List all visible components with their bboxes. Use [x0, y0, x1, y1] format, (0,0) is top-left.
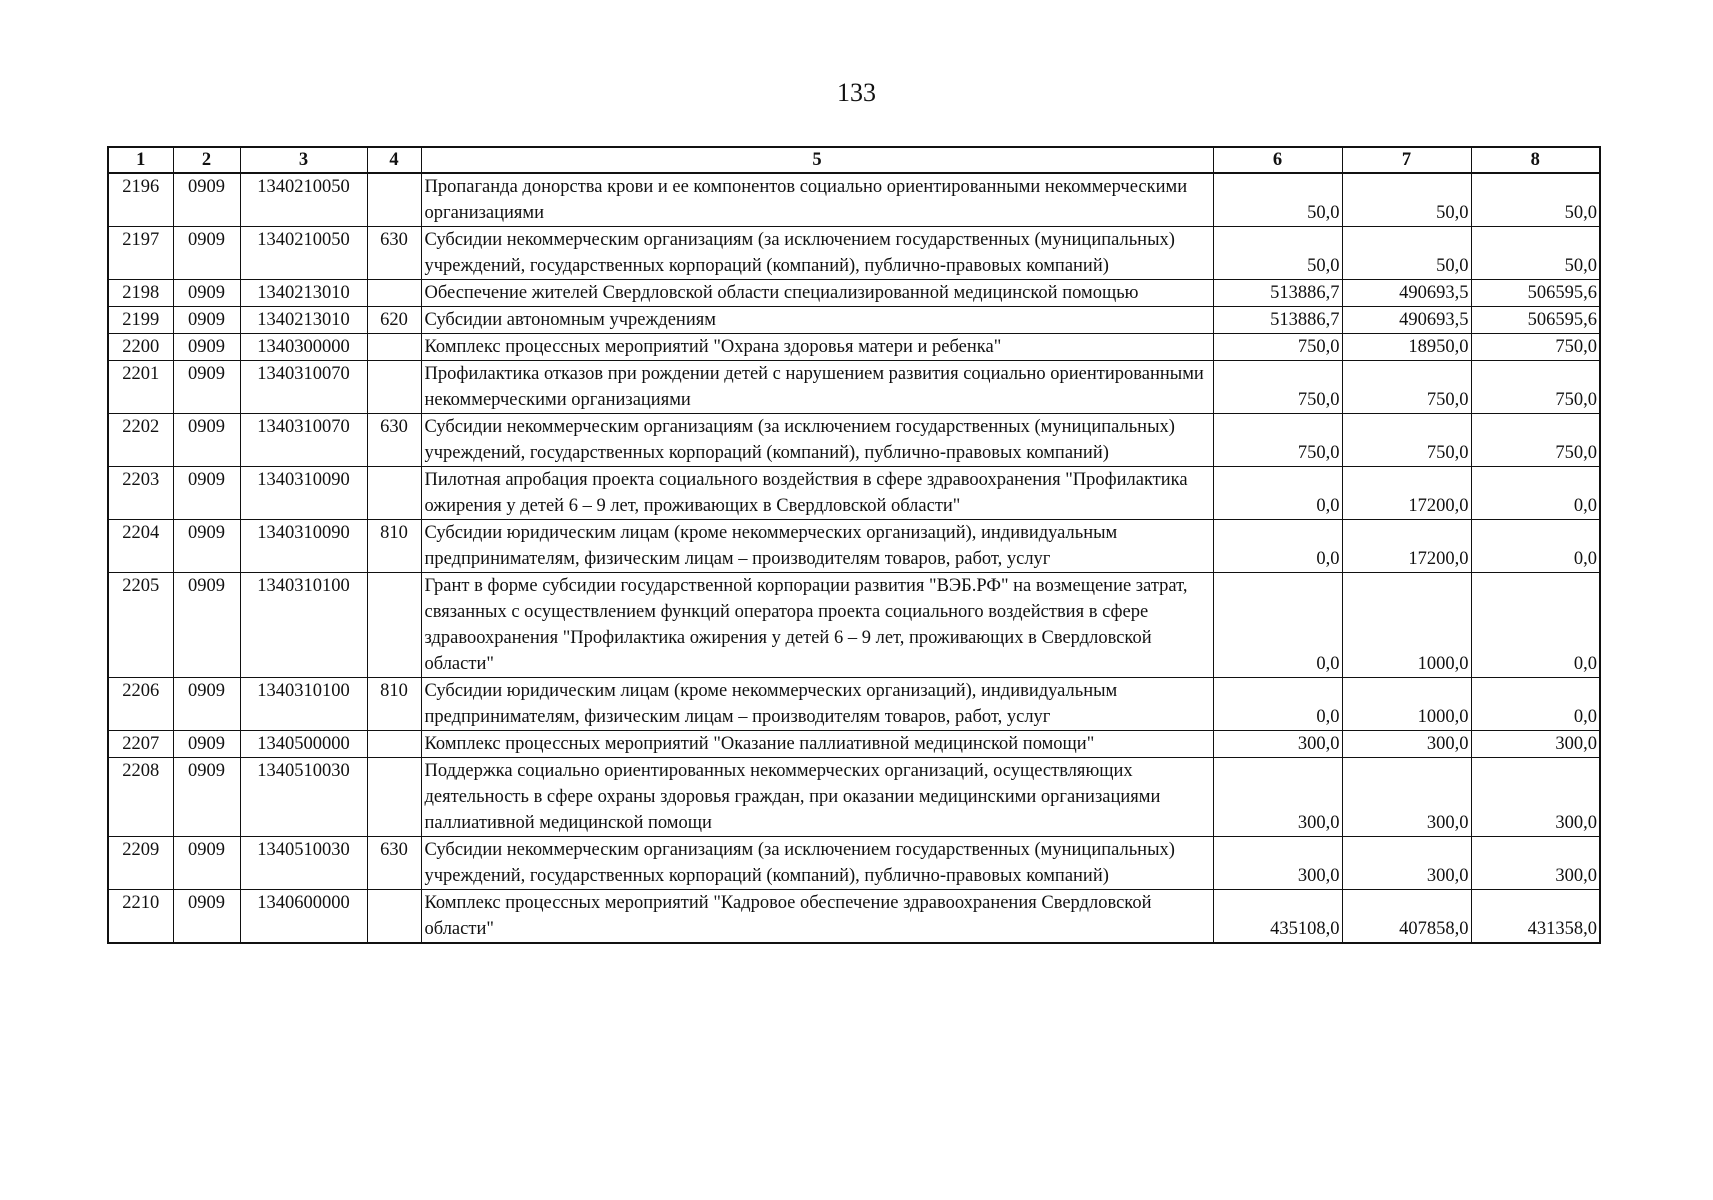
- expense-type-cell: [367, 890, 421, 944]
- expense-type-cell: [367, 173, 421, 227]
- row-number-cell: 2196: [108, 173, 173, 227]
- section-code-cell: 0909: [173, 334, 240, 361]
- amount-col8-cell: 750,0: [1471, 414, 1600, 467]
- row-number-cell: 2200: [108, 334, 173, 361]
- item-name-cell: Комплекс процессных мероприятий "Оказание паллиативной медицинской помощи": [421, 731, 1213, 758]
- expense-type-cell: [367, 731, 421, 758]
- section-code-cell: 0909: [173, 731, 240, 758]
- amount-col7-cell: 490693,5: [1342, 307, 1471, 334]
- row-number-cell: 2207: [108, 731, 173, 758]
- row-number-cell: 2203: [108, 467, 173, 520]
- row-number-cell: 2210: [108, 890, 173, 944]
- amount-col7-cell: 18950,0: [1342, 334, 1471, 361]
- item-name-cell: Субсидии юридическим лицам (кроме некоммерческих организаций), индивидуальным предпринимателям, физическим лицам – производителям товаров, работ, услуг: [421, 678, 1213, 731]
- table-row: [108, 678, 1600, 731]
- table-row: [108, 520, 1600, 573]
- amount-col8-cell: 0,0: [1471, 678, 1600, 731]
- item-name-cell: Поддержка социально ориентированных некоммерческих организаций, осуществляющих деятельность в сфере охраны здоровья граждан, при оказании медицинскими организациями паллиативной медицинской помощи: [421, 758, 1213, 837]
- column-header: 1: [108, 147, 173, 173]
- table-row: [108, 731, 1600, 758]
- row-number-cell: 2199: [108, 307, 173, 334]
- expense-type-cell: [367, 758, 421, 837]
- column-header: 3: [240, 147, 367, 173]
- section-code-cell: 0909: [173, 573, 240, 678]
- section-code-cell: 0909: [173, 520, 240, 573]
- amount-col6-cell: 750,0: [1213, 334, 1342, 361]
- expense-type-cell: [367, 361, 421, 414]
- section-code-cell: 0909: [173, 280, 240, 307]
- expense-type-cell: [367, 280, 421, 307]
- page-number: 133: [837, 78, 876, 107]
- amount-col6-cell: 50,0: [1213, 173, 1342, 227]
- target-code-cell: 1340310100: [240, 678, 367, 731]
- column-header: 6: [1213, 147, 1342, 173]
- target-code-cell: 1340510030: [240, 837, 367, 890]
- amount-col6-cell: 513886,7: [1213, 280, 1342, 307]
- amount-col8-cell: 0,0: [1471, 520, 1600, 573]
- section-code-cell: 0909: [173, 890, 240, 944]
- section-code-cell: 0909: [173, 307, 240, 334]
- item-name-cell: Грант в форме субсидии государственной корпорации развития "ВЭБ.РФ" на возмещение затрат, связанных с осуществлением функций оператора проекта социального воздействия в сфере здравоохранения "Профилактика ожирения у детей 6 – 9 лет, проживающих в Свердловской области": [421, 573, 1213, 678]
- amount-col8-cell: 300,0: [1471, 837, 1600, 890]
- expense-type-cell: 630: [367, 227, 421, 280]
- expense-type-cell: 630: [367, 414, 421, 467]
- section-code-cell: 0909: [173, 758, 240, 837]
- amount-col6-cell: 0,0: [1213, 467, 1342, 520]
- item-name-cell: Профилактика отказов при рождении детей с нарушением развития социально ориентированными некоммерческими организациями: [421, 361, 1213, 414]
- table-row: [108, 361, 1600, 414]
- amount-col6-cell: 0,0: [1213, 678, 1342, 731]
- expense-type-cell: [367, 334, 421, 361]
- target-code-cell: 1340210050: [240, 173, 367, 227]
- amount-col7-cell: 1000,0: [1342, 678, 1471, 731]
- target-code-cell: 1340600000: [240, 890, 367, 944]
- amount-col8-cell: 750,0: [1471, 334, 1600, 361]
- expense-type-cell: 630: [367, 837, 421, 890]
- section-code-cell: 0909: [173, 227, 240, 280]
- item-name-cell: Субсидии юридическим лицам (кроме некоммерческих организаций), индивидуальным предпринимателям, физическим лицам – производителям товаров, работ, услуг: [421, 520, 1213, 573]
- item-name-cell: Пилотная апробация проекта социального воздействия в сфере здравоохранения "Профилактика ожирения у детей 6 – 9 лет, проживающих в Свердловской области": [421, 467, 1213, 520]
- amount-col6-cell: 50,0: [1213, 227, 1342, 280]
- amount-col8-cell: 50,0: [1471, 173, 1600, 227]
- target-code-cell: 1340300000: [240, 334, 367, 361]
- target-code-cell: 1340310070: [240, 361, 367, 414]
- amount-col7-cell: 50,0: [1342, 173, 1471, 227]
- amount-col8-cell: 750,0: [1471, 361, 1600, 414]
- row-number-cell: 2197: [108, 227, 173, 280]
- amount-col6-cell: 750,0: [1213, 361, 1342, 414]
- target-code-cell: 1340213010: [240, 280, 367, 307]
- amount-col7-cell: 50,0: [1342, 227, 1471, 280]
- budget-table: [107, 146, 1601, 944]
- table-header-row: [108, 147, 1600, 173]
- table-row: [108, 173, 1600, 227]
- column-header: 4: [367, 147, 421, 173]
- table-row: [108, 414, 1600, 467]
- item-name-cell: Субсидии автономным учреждениям: [421, 307, 1213, 334]
- item-name-cell: Обеспечение жителей Свердловской области специализированной медицинской помощью: [421, 280, 1213, 307]
- table-body: [108, 173, 1600, 943]
- row-number-cell: 2209: [108, 837, 173, 890]
- table-row: [108, 573, 1600, 678]
- column-header: 8: [1471, 147, 1600, 173]
- target-code-cell: 1340500000: [240, 731, 367, 758]
- row-number-cell: 2204: [108, 520, 173, 573]
- row-number-cell: 2202: [108, 414, 173, 467]
- row-number-cell: 2206: [108, 678, 173, 731]
- amount-col7-cell: 1000,0: [1342, 573, 1471, 678]
- column-header: 5: [421, 147, 1213, 173]
- column-header: 7: [1342, 147, 1471, 173]
- table-row: [108, 837, 1600, 890]
- amount-col8-cell: 300,0: [1471, 758, 1600, 837]
- target-code-cell: 1340310100: [240, 573, 367, 678]
- amount-col6-cell: 300,0: [1213, 731, 1342, 758]
- table-row: [108, 890, 1600, 944]
- item-name-cell: Комплекс процессных мероприятий "Охрана здоровья матери и ребенка": [421, 334, 1213, 361]
- target-code-cell: 1340210050: [240, 227, 367, 280]
- column-header: 2: [173, 147, 240, 173]
- amount-col6-cell: 435108,0: [1213, 890, 1342, 944]
- row-number-cell: 2208: [108, 758, 173, 837]
- section-code-cell: 0909: [173, 678, 240, 731]
- table-row: [108, 467, 1600, 520]
- amount-col8-cell: 506595,6: [1471, 280, 1600, 307]
- amount-col6-cell: 300,0: [1213, 758, 1342, 837]
- row-number-cell: 2201: [108, 361, 173, 414]
- row-number-cell: 2205: [108, 573, 173, 678]
- amount-col7-cell: 300,0: [1342, 758, 1471, 837]
- table-row: [108, 227, 1600, 280]
- amount-col7-cell: 17200,0: [1342, 520, 1471, 573]
- target-code-cell: 1340310090: [240, 467, 367, 520]
- section-code-cell: 0909: [173, 361, 240, 414]
- amount-col8-cell: 431358,0: [1471, 890, 1600, 944]
- expense-type-cell: 620: [367, 307, 421, 334]
- item-name-cell: Комплекс процессных мероприятий "Кадровое обеспечение здравоохранения Свердловской области": [421, 890, 1213, 944]
- section-code-cell: 0909: [173, 173, 240, 227]
- table-row: [108, 334, 1600, 361]
- amount-col7-cell: 407858,0: [1342, 890, 1471, 944]
- amount-col7-cell: 17200,0: [1342, 467, 1471, 520]
- expense-type-cell: 810: [367, 678, 421, 731]
- amount-col8-cell: 0,0: [1471, 467, 1600, 520]
- item-name-cell: Субсидии некоммерческим организациям (за исключением государственных (муниципальных) учреждений, государственных корпораций (компаний), публично-правовых компаний): [421, 414, 1213, 467]
- amount-col7-cell: 300,0: [1342, 837, 1471, 890]
- item-name-cell: Субсидии некоммерческим организациям (за исключением государственных (муниципальных) учреждений, государственных корпораций (компаний), публично-правовых компаний): [421, 837, 1213, 890]
- amount-col8-cell: 300,0: [1471, 731, 1600, 758]
- amount-col6-cell: 0,0: [1213, 573, 1342, 678]
- amount-col6-cell: 513886,7: [1213, 307, 1342, 334]
- item-name-cell: Пропаганда донорства крови и ее компонентов социально ориентированными некоммерческими организациями: [421, 173, 1213, 227]
- amount-col6-cell: 300,0: [1213, 837, 1342, 890]
- amount-col8-cell: 0,0: [1471, 573, 1600, 678]
- amount-col7-cell: 750,0: [1342, 414, 1471, 467]
- table-row: [108, 280, 1600, 307]
- expense-type-cell: [367, 467, 421, 520]
- target-code-cell: 1340213010: [240, 307, 367, 334]
- item-name-cell: Субсидии некоммерческим организациям (за исключением государственных (муниципальных) учреждений, государственных корпораций (компаний), публично-правовых компаний): [421, 227, 1213, 280]
- section-code-cell: 0909: [173, 467, 240, 520]
- target-code-cell: 1340510030: [240, 758, 367, 837]
- table-row: [108, 758, 1600, 837]
- row-number-cell: 2198: [108, 280, 173, 307]
- table-row: [108, 307, 1600, 334]
- amount-col8-cell: 506595,6: [1471, 307, 1600, 334]
- amount-col7-cell: 490693,5: [1342, 280, 1471, 307]
- amount-col6-cell: 750,0: [1213, 414, 1342, 467]
- amount-col7-cell: 750,0: [1342, 361, 1471, 414]
- target-code-cell: 1340310090: [240, 520, 367, 573]
- target-code-cell: 1340310070: [240, 414, 367, 467]
- section-code-cell: 0909: [173, 414, 240, 467]
- expense-type-cell: 810: [367, 520, 421, 573]
- amount-col8-cell: 50,0: [1471, 227, 1600, 280]
- section-code-cell: 0909: [173, 837, 240, 890]
- expense-type-cell: [367, 573, 421, 678]
- amount-col6-cell: 0,0: [1213, 520, 1342, 573]
- amount-col7-cell: 300,0: [1342, 731, 1471, 758]
